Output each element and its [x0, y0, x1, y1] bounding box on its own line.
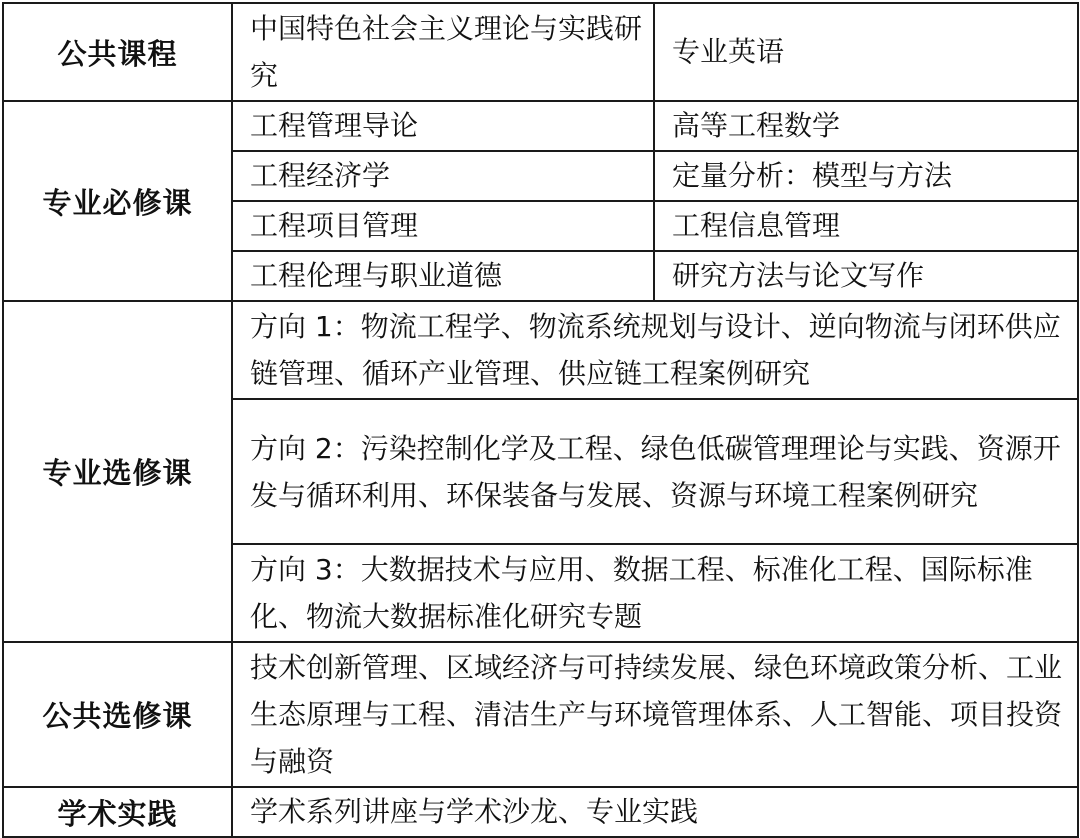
- table-row: [3, 101, 1078, 151]
- course-cell: 研究方法与论文写作: [654, 251, 1078, 301]
- direction-cell: 方向 1：物流工程学、物流系统规划与设计、逆向物流与闭环供应链管理、循环产业管理、供应链工程案例研究: [232, 301, 1078, 399]
- course-cell: 专业英语: [654, 3, 1078, 101]
- category-required-courses: 专业必修课: [3, 101, 232, 301]
- course-cell: 工程经济学: [232, 151, 654, 201]
- elective-content-cell: 技术创新管理、区域经济与可持续发展、绿色环境政策分析、工业生态原理与工程、清洁生产与环境管理体系、人工智能、项目投资与融资: [232, 642, 1078, 787]
- category-academic-practice: 学术实践: [3, 787, 232, 837]
- course-cell: 高等工程数学: [654, 101, 1078, 151]
- table-row: [3, 642, 1078, 787]
- category-public-courses: 公共课程: [3, 3, 232, 101]
- curriculum-table: [2, 2, 1079, 838]
- course-cell: 工程信息管理: [654, 201, 1078, 251]
- course-cell: 工程项目管理: [232, 201, 654, 251]
- table-row: [3, 787, 1078, 837]
- course-cell: 中国特色社会主义理论与实践研究: [232, 3, 654, 101]
- practice-content-cell: 学术系列讲座与学术沙龙、专业实践: [232, 787, 1078, 837]
- table-row: [3, 301, 1078, 399]
- course-cell: 工程伦理与职业道德: [232, 251, 654, 301]
- category-public-electives: 公共选修课: [3, 642, 232, 787]
- direction-cell: 方向 3：大数据技术与应用、数据工程、标准化工程、国际标准化、物流大数据标准化研究专题: [232, 544, 1078, 642]
- direction-cell: 方向 2：污染控制化学及工程、绿色低碳管理理论与实践、资源开发与循环利用、环保装备与发展、资源与环境工程案例研究: [232, 399, 1078, 544]
- course-cell: 工程管理导论: [232, 101, 654, 151]
- table-row: [3, 3, 1078, 101]
- category-elective-courses: 专业选修课: [3, 301, 232, 642]
- course-cell: 定量分析：模型与方法: [654, 151, 1078, 201]
